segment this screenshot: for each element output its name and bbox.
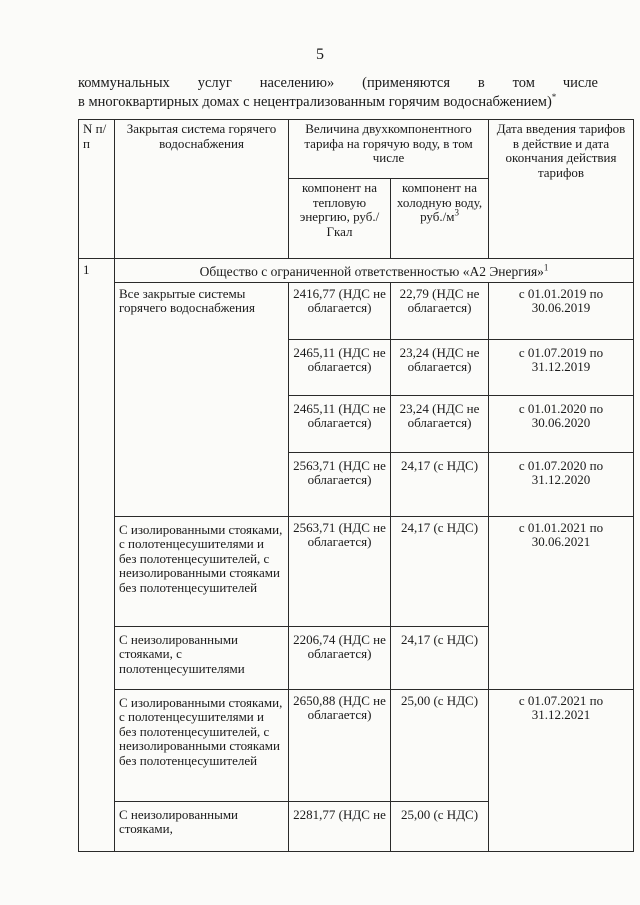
org-name: Общество с ограниченной ответственностью «А2 Энергия» (199, 264, 544, 279)
dates-cell: с 01.01.2021 по 30.06.2021 (489, 516, 634, 689)
heat-cell: 2281,77 (НДС не (289, 801, 391, 851)
header-system: Закрытая система горячего водоснабжения (115, 120, 289, 259)
water-cell: 24,17 (с НДС) (391, 516, 489, 626)
org-number: 1 (79, 259, 115, 852)
water-cell: 22,79 (НДС не облагается) (391, 282, 489, 339)
header-water-text: компонент на холодную воду, руб./м (396, 180, 483, 224)
system-cell: С изолированными стояками, с полотенцесушителями и без полотенцесушителей, с неизолированными стояками без полотенцесушителей (115, 516, 289, 626)
heat-cell: 2650,88 (НДС не облагается) (289, 689, 391, 801)
tariff-table (78, 119, 634, 852)
dates-cell: с 01.07.2020 по 31.12.2020 (489, 452, 634, 516)
water-cell: 25,00 (с НДС) (391, 689, 489, 801)
heat-cell: 2465,11 (НДС не облагается) (289, 339, 391, 395)
dates-cell: с 01.01.2019 по 30.06.2019 (489, 282, 634, 339)
table-header-row (79, 120, 634, 179)
header-water-sup: 3 (454, 207, 459, 218)
water-cell: 23,24 (НДС не облагается) (391, 339, 489, 395)
heat-cell: 2416,77 (НДС не облагается) (289, 282, 391, 339)
org-row (79, 259, 634, 283)
system-cell: С изолированными стояками, с полотенцесушителями и без полотенцесушителей, с неизолированными стояками без полотенцесушителей (115, 689, 289, 801)
dates-cell: с 01.01.2020 по 30.06.2020 (489, 395, 634, 452)
heading-footnote-mark: * (551, 92, 557, 103)
header-tariff: Величина двухкомпонентного тарифа на горячую воду, в том числе (289, 120, 489, 179)
heat-cell: 2563,71 (НДС не облагается) (289, 516, 391, 626)
system-cell: С неизолированными стояками, (115, 801, 289, 851)
table-row (79, 516, 634, 626)
dates-cell: с 01.07.2019 по 31.12.2019 (489, 339, 634, 395)
water-cell: 24,17 (с НДС) (391, 626, 489, 689)
table-heading (78, 74, 598, 112)
header-dates: Дата введения тарифов в действие и дата окончания действия тарифов (489, 120, 634, 259)
heat-cell: 2206,74 (НДС не облагается) (289, 626, 391, 689)
heading-line-2 (78, 93, 598, 112)
heat-cell: 2563,71 (НДС не облагается) (289, 452, 391, 516)
water-cell: 25,00 (с НДС) (391, 801, 489, 851)
heading-line-1: коммунальных услуг населению» (применяются в том числе (78, 75, 598, 91)
dates-cell: с 01.07.2021 по 31.12.2021 (489, 689, 634, 851)
water-cell: 23,24 (НДС не облагается) (391, 395, 489, 452)
system-cell: Все закрытые системы горячего водоснабжения (115, 282, 289, 516)
org-name-cell (115, 259, 634, 283)
table-row (79, 689, 634, 801)
header-water-component (391, 179, 489, 259)
system-cell: С неизолированными стояками, с полотенцесушителями (115, 626, 289, 689)
table-row (79, 282, 634, 339)
org-footnote-mark: 1 (543, 262, 549, 273)
header-num: N п/п (79, 120, 115, 259)
heat-cell: 2465,11 (НДС не облагается) (289, 395, 391, 452)
page-number: 5 (316, 46, 324, 63)
water-cell: 24,17 (с НДС) (391, 452, 489, 516)
heading-line-2-text: в многоквартирных домах с нецентрализованным горячим водоснабжением) (78, 94, 552, 110)
header-heat-component: компонент на тепловую энергию, руб./Гкал (289, 179, 391, 259)
